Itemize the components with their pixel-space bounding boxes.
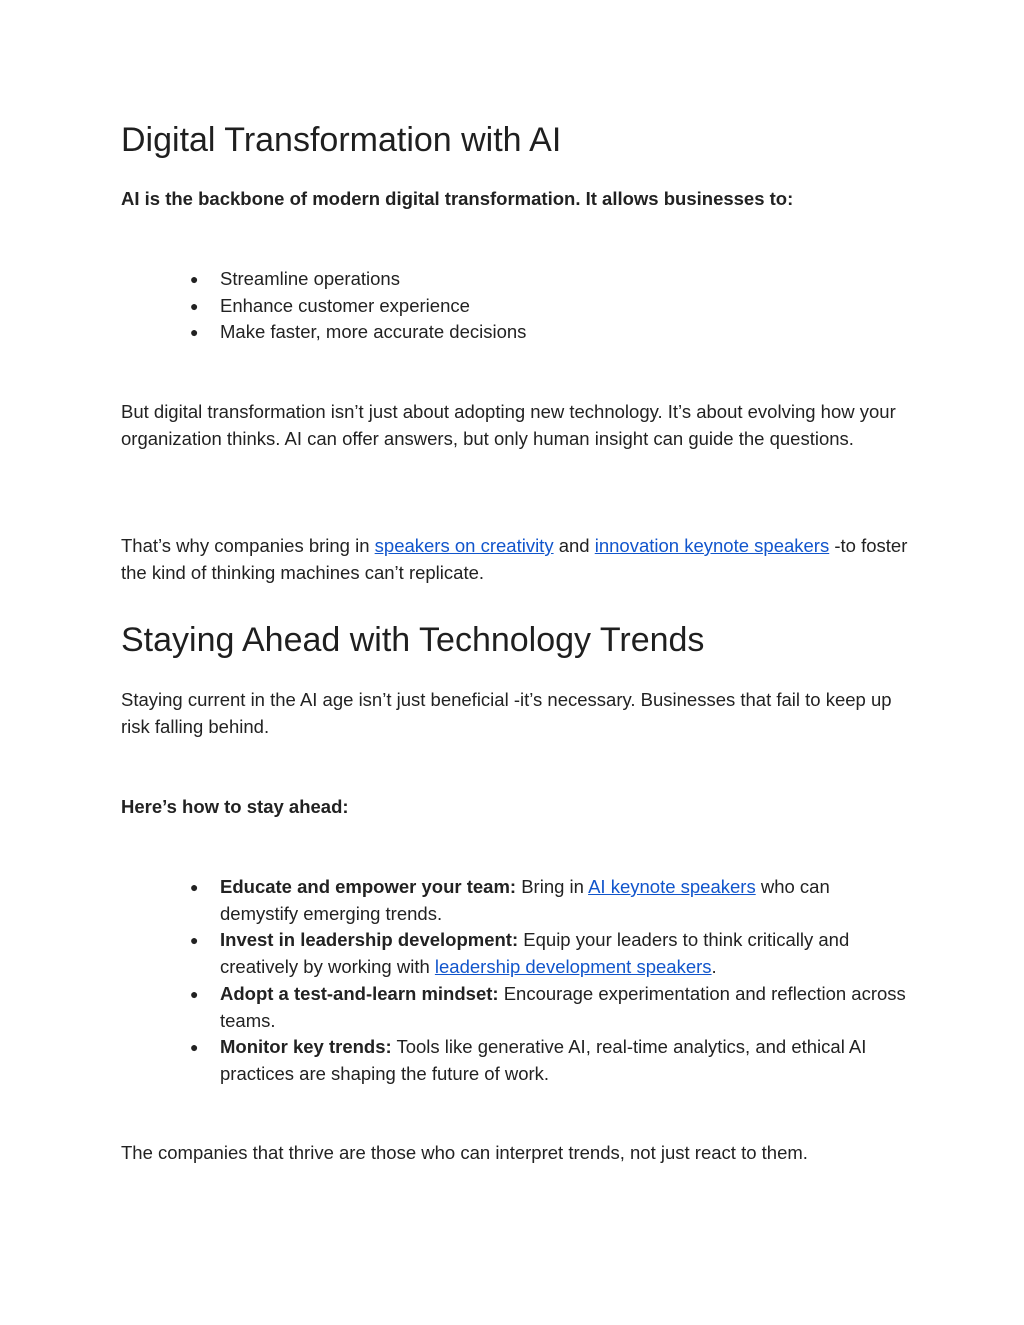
list-item: ● Streamline operations: [183, 266, 883, 293]
section-heading-digital-transformation: Digital Transformation with AI: [121, 121, 562, 159]
list-item: ● Adopt a test-and-learn mindset: Encourage experimentation and reflection across teams.: [190, 982, 906, 1031]
staying-current-paragraph: Staying current in the AI age isn’t just beneficial -it’s necessary. Businesses that fail to keep up risk falling behind.: [121, 689, 892, 737]
list-item: ● Monitor key trends: Tools like generative AI, real-time analytics, and ethical AI practices are shaping the future of work.: [190, 1036, 867, 1084]
benefits-list: [183, 266, 883, 346]
list-item: ● Educate and empower your team: Bring in AI keynote speakers who can demystify emerging trends.: [190, 876, 830, 924]
bullet-icon: ●: [190, 985, 199, 1002]
stay-ahead-list: [183, 874, 913, 1088]
transformation-paragraph: But digital transformation isn’t just about adopting new technology. It’s about evolving how your organization thinks. AI can offer answers, but only human insight can guide the questions.: [121, 401, 896, 449]
stay-ahead-subheading: Here’s how to stay ahead:: [121, 796, 349, 817]
speakers-on-creativity-link[interactable]: speakers on creativity: [374, 535, 554, 556]
intro-text: AI is the backbone of modern digital transformation. It allows businesses to:: [121, 188, 794, 209]
list-item: ● Invest in leadership development: Equip your leaders to think critically and creatively by working with leadership development speakers.: [190, 929, 850, 978]
bullet-icon: ●: [190, 879, 199, 895]
section-heading-staying-ahead: Staying Ahead with Technology Trends: [121, 621, 705, 659]
innovation-keynote-speakers-link[interactable]: innovation keynote speakers: [594, 535, 830, 556]
bullet-icon: ●: [190, 932, 199, 949]
closing-paragraph: The companies that thrive are those who can interpret trends, not just react to them.: [121, 1142, 808, 1163]
bullet-icon: ●: [190, 297, 199, 314]
bullet-icon: ●: [190, 324, 199, 341]
list-item: ● Make faster, more accurate decisions: [183, 319, 883, 346]
companies-paragraph: That’s why companies bring in speakers on creativity and innovation keynote speakers -to foster the kind of thinking machines can’t replicate.: [121, 535, 908, 583]
leadership-development-speakers-link[interactable]: leadership development speakers: [434, 956, 712, 978]
bullet-icon: ●: [190, 1039, 199, 1056]
bullet-icon: ●: [190, 271, 199, 287]
list-item: ● Enhance customer experience: [183, 293, 883, 320]
ai-keynote-speakers-link[interactable]: AI keynote speakers: [588, 876, 756, 897]
